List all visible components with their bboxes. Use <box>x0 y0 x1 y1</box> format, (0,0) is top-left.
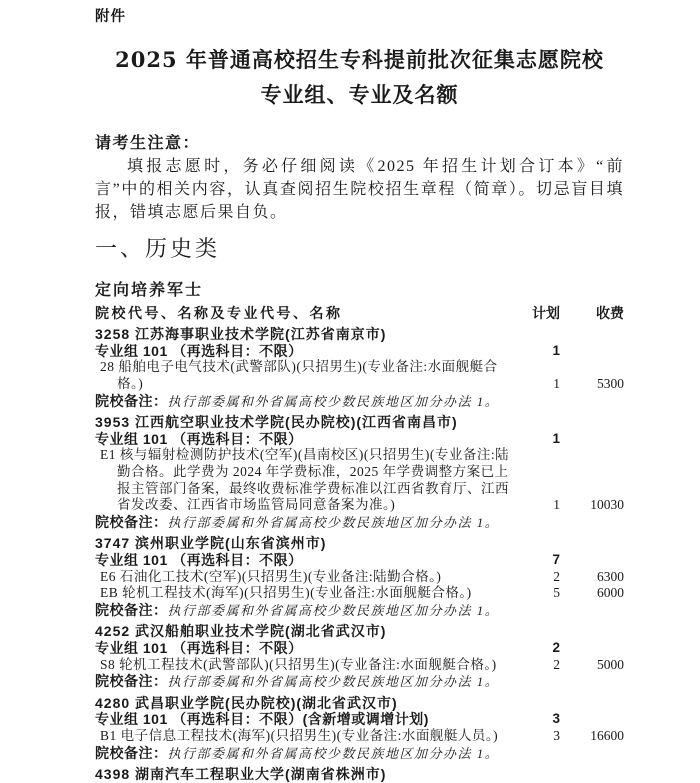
group-plan: 1 <box>552 342 560 358</box>
group-row <box>95 640 624 657</box>
group-plan: 7 <box>552 551 560 567</box>
institution-block <box>95 414 624 531</box>
program-fee: 16600 <box>590 727 624 743</box>
institution-title: 3258 江苏海事职业技术学院(江苏省南京市) <box>95 326 387 343</box>
notice-block <box>95 132 624 224</box>
attachment-label: 附件 <box>95 9 126 25</box>
remark-text: 执行部委属和外省属高校少数民族地区加分办法 1。 <box>167 674 500 690</box>
program-plan: 5 <box>553 585 560 601</box>
institution-block <box>95 535 624 619</box>
program-text: B1 电子信息工程技术(海军)(只招男生)(专业备注:水面舰艇人员。) <box>100 727 499 743</box>
group-row <box>95 552 624 569</box>
program-row <box>95 569 624 586</box>
remark-label: 院校备注： <box>95 513 168 530</box>
subsection-heading-dingxiang: 定向培养军士 <box>95 282 204 300</box>
program-row <box>95 585 624 602</box>
notice-body: 填报志愿时，务必仔细阅读《2025 年招生计划合订本》“前言”中的相关内容，认真查阅招生院校招生章程（简章）。切忌盲目填报，错填志愿后果自负。 <box>95 158 624 221</box>
group-label: 专业组 101 （再选科目：不限） <box>95 342 303 359</box>
institution-block <box>95 623 624 690</box>
title-line-2: 专业组、专业及名额 <box>260 82 459 107</box>
notice-heading: 请考生注意： <box>95 135 201 152</box>
institution-list <box>95 326 624 782</box>
program-row <box>95 728 624 745</box>
program-text: E1 核与辐射检测防护技术(空军)(昌南校区)(只招男生)(专业备注:陆勤合格。此学费为 2024 年学费标准，2025 年学费调整方案已上报主管部门备案，最终收费标准学费标准以江西省教育厅、江西省发改委、江西省市场监管局同意备案为准。) <box>100 447 510 513</box>
program-fee: 6000 <box>597 585 624 601</box>
institution-title: 3953 江西航空职业技术学院(民办院校)(江西省南昌市) <box>95 414 458 431</box>
table-header <box>95 305 624 322</box>
column-header-fee: 收费 <box>596 305 624 322</box>
program-plan: 2 <box>553 656 560 672</box>
remark-text: 执行部委属和外省属高校少数民族地区加分办法 1。 <box>167 602 500 618</box>
program-row <box>95 359 624 392</box>
group-plan: 3 <box>552 711 560 727</box>
program-text: 28 船舶电子电气技术(武警部队)(只招男生)(专业备注:水面舰艇合格。) <box>100 359 498 392</box>
group-plan: 2 <box>552 639 560 655</box>
program-plan: 1 <box>553 376 560 392</box>
title-line-1: 2025 年普通高校招生专科提前批次征集志愿院校 <box>115 47 604 72</box>
remark-label: 院校备注： <box>95 392 168 409</box>
document-title <box>95 42 624 112</box>
program-text: EB 轮机工程技术(海军)(只招男生)(专业备注:水面舰艇合格。) <box>100 585 472 601</box>
program-fee: 5000 <box>597 656 624 672</box>
program-fee: 6300 <box>597 568 624 584</box>
group-row <box>95 711 624 728</box>
group-plan: 1 <box>552 430 560 446</box>
section-heading-history: 一、历史类 <box>95 236 221 261</box>
institution-block <box>95 326 624 410</box>
institution-title: 4252 武汉船舶职业技术学院(湖北省武汉市) <box>95 623 387 640</box>
remark-row <box>95 673 624 691</box>
remark-row <box>95 514 624 532</box>
remark-text: 执行部委属和外省属高校少数民族地区加分办法 1。 <box>167 393 500 409</box>
group-label: 专业组 101 （再选科目：不限）(含新增或调增计划) <box>95 711 429 728</box>
institution-title: 3747 滨州职业学院(山东省滨州市) <box>95 535 327 552</box>
institution-title: 4280 武昌职业学院(民办院校)(湖北省武汉市) <box>95 694 398 711</box>
remark-text: 执行部委属和外省属高校少数民族地区加分办法 1。 <box>167 745 500 761</box>
remark-label: 院校备注： <box>95 744 168 761</box>
group-row <box>95 343 624 360</box>
program-text: S8 轮机工程技术(武警部队)(只招男生)(专业备注:水面舰艇合格。) <box>100 656 497 672</box>
column-header-plan: 计划 <box>532 305 560 322</box>
program-row <box>95 447 624 513</box>
program-plan: 3 <box>553 727 560 743</box>
remark-label: 院校备注： <box>95 601 168 618</box>
column-header-name: 院校代号、名称及专业代号、名称 <box>95 305 343 322</box>
program-row <box>95 657 624 674</box>
group-label: 专业组 101 （再选科目：不限） <box>95 639 303 656</box>
program-fee: 5300 <box>597 376 624 392</box>
group-row <box>95 431 624 448</box>
remark-row <box>95 602 624 620</box>
institution-block <box>95 695 624 762</box>
remark-text: 执行部委属和外省属高校少数民族地区加分办法 1。 <box>167 514 500 530</box>
group-label: 专业组 101 （再选科目：不限） <box>95 430 303 447</box>
program-text: E6 石油化工技术(空军)(只招男生)(专业备注:陆勤合格。) <box>100 568 442 584</box>
remark-row <box>95 745 624 763</box>
remark-row <box>95 393 624 411</box>
program-fee: 10030 <box>590 497 624 513</box>
program-plan: 1 <box>553 497 560 513</box>
group-label: 专业组 101 （再选科目：不限） <box>95 551 303 568</box>
remark-label: 院校备注： <box>95 673 168 690</box>
program-plan: 2 <box>553 568 560 584</box>
institution-block <box>95 766 624 783</box>
institution-title: 4398 湖南汽车工程职业大学(湖南省株洲市) <box>95 766 387 783</box>
